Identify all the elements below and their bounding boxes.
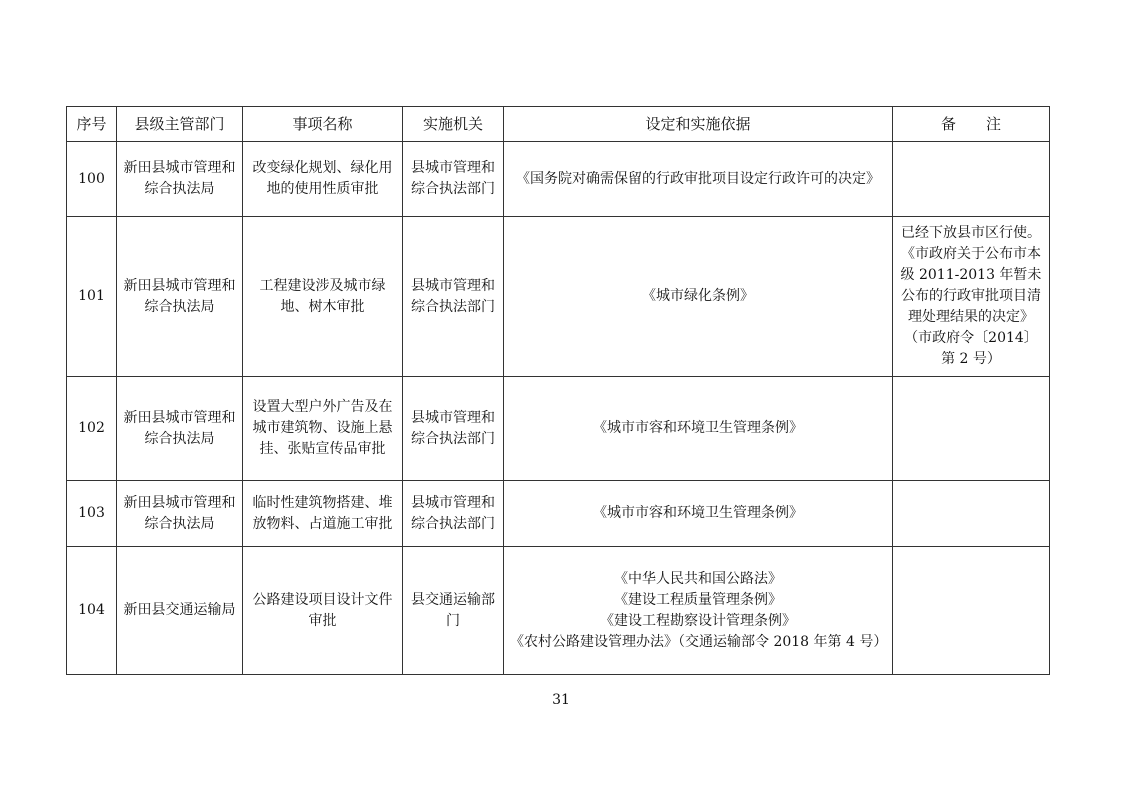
row-remarks <box>893 142 1050 217</box>
row-agency: 县城市管理和综合执法部门 <box>403 481 504 547</box>
row-item-name: 工程建设涉及城市绿地、树木审批 <box>243 217 403 377</box>
table-row <box>67 547 1050 675</box>
row-agency: 县城市管理和综合执法部门 <box>403 377 504 481</box>
basis-line: 《城市绿化条例》 <box>642 288 754 304</box>
approval-items-table <box>66 106 1050 675</box>
row-remarks <box>893 547 1050 675</box>
page-number: 31 <box>552 692 570 708</box>
row-basis <box>504 377 893 481</box>
table-row <box>67 217 1050 377</box>
row-department: 新田县城市管理和综合执法局 <box>117 217 243 377</box>
header-basis: 设定和实施依据 <box>504 107 893 142</box>
row-remarks <box>893 377 1050 481</box>
header-index: 序号 <box>67 107 117 142</box>
basis-line: 《城市市容和环境卫生管理条例》 <box>593 505 803 521</box>
row-remarks: 已经下放县市区行使。《市政府关于公布市本级 2011-2013 年暂未公布的行政审批项目清理处理结果的决定》（市政府令〔2014〕第 2 号） <box>893 217 1050 377</box>
row-item-name: 改变绿化规划、绿化用地的使用性质审批 <box>243 142 403 217</box>
header-item-name: 事项名称 <box>243 107 403 142</box>
header-department: 县级主管部门 <box>117 107 243 142</box>
table-row <box>67 377 1050 481</box>
basis-line: 《建设工程质量管理条例》 <box>614 591 782 608</box>
row-index: 102 <box>67 377 117 481</box>
row-basis <box>504 481 893 547</box>
row-agency: 县城市管理和综合执法部门 <box>403 217 504 377</box>
basis-line: 《中华人民共和国公路法》 <box>614 570 782 587</box>
row-index: 103 <box>67 481 117 547</box>
row-agency: 县城市管理和综合执法部门 <box>403 142 504 217</box>
table-header-row <box>67 107 1050 142</box>
row-agency: 县交通运输部门 <box>403 547 504 675</box>
row-department: 新田县城市管理和综合执法局 <box>117 142 243 217</box>
table-row <box>67 481 1050 547</box>
row-index: 104 <box>67 547 117 675</box>
row-basis <box>504 217 893 377</box>
row-basis <box>504 142 893 217</box>
table-row <box>67 142 1050 217</box>
row-remarks <box>893 481 1050 547</box>
row-department: 新田县城市管理和综合执法局 <box>117 377 243 481</box>
basis-line: 《农村公路建设管理办法》（交通运输部令 2018 年第 4 号） <box>510 633 888 650</box>
row-index: 101 <box>67 217 117 377</box>
row-item-name: 临时性建筑物搭建、堆放物料、占道施工审批 <box>243 481 403 547</box>
row-department: 新田县交通运输局 <box>117 547 243 675</box>
header-agency: 实施机关 <box>403 107 504 142</box>
row-index: 100 <box>67 142 117 217</box>
row-department: 新田县城市管理和综合执法局 <box>117 481 243 547</box>
basis-line: 《国务院对确需保留的行政审批项目设定行政许可的决定》 <box>516 170 880 187</box>
header-remarks: 备 注 <box>893 107 1050 142</box>
row-item-name: 设置大型户外广告及在城市建筑物、设施上悬挂、张贴宣传品审批 <box>243 377 403 481</box>
row-basis <box>504 547 893 675</box>
row-item-name: 公路建设项目设计文件审批 <box>243 547 403 675</box>
basis-line: 《城市市容和环境卫生管理条例》 <box>593 420 803 436</box>
basis-line: 《建设工程勘察设计管理条例》 <box>600 612 796 629</box>
